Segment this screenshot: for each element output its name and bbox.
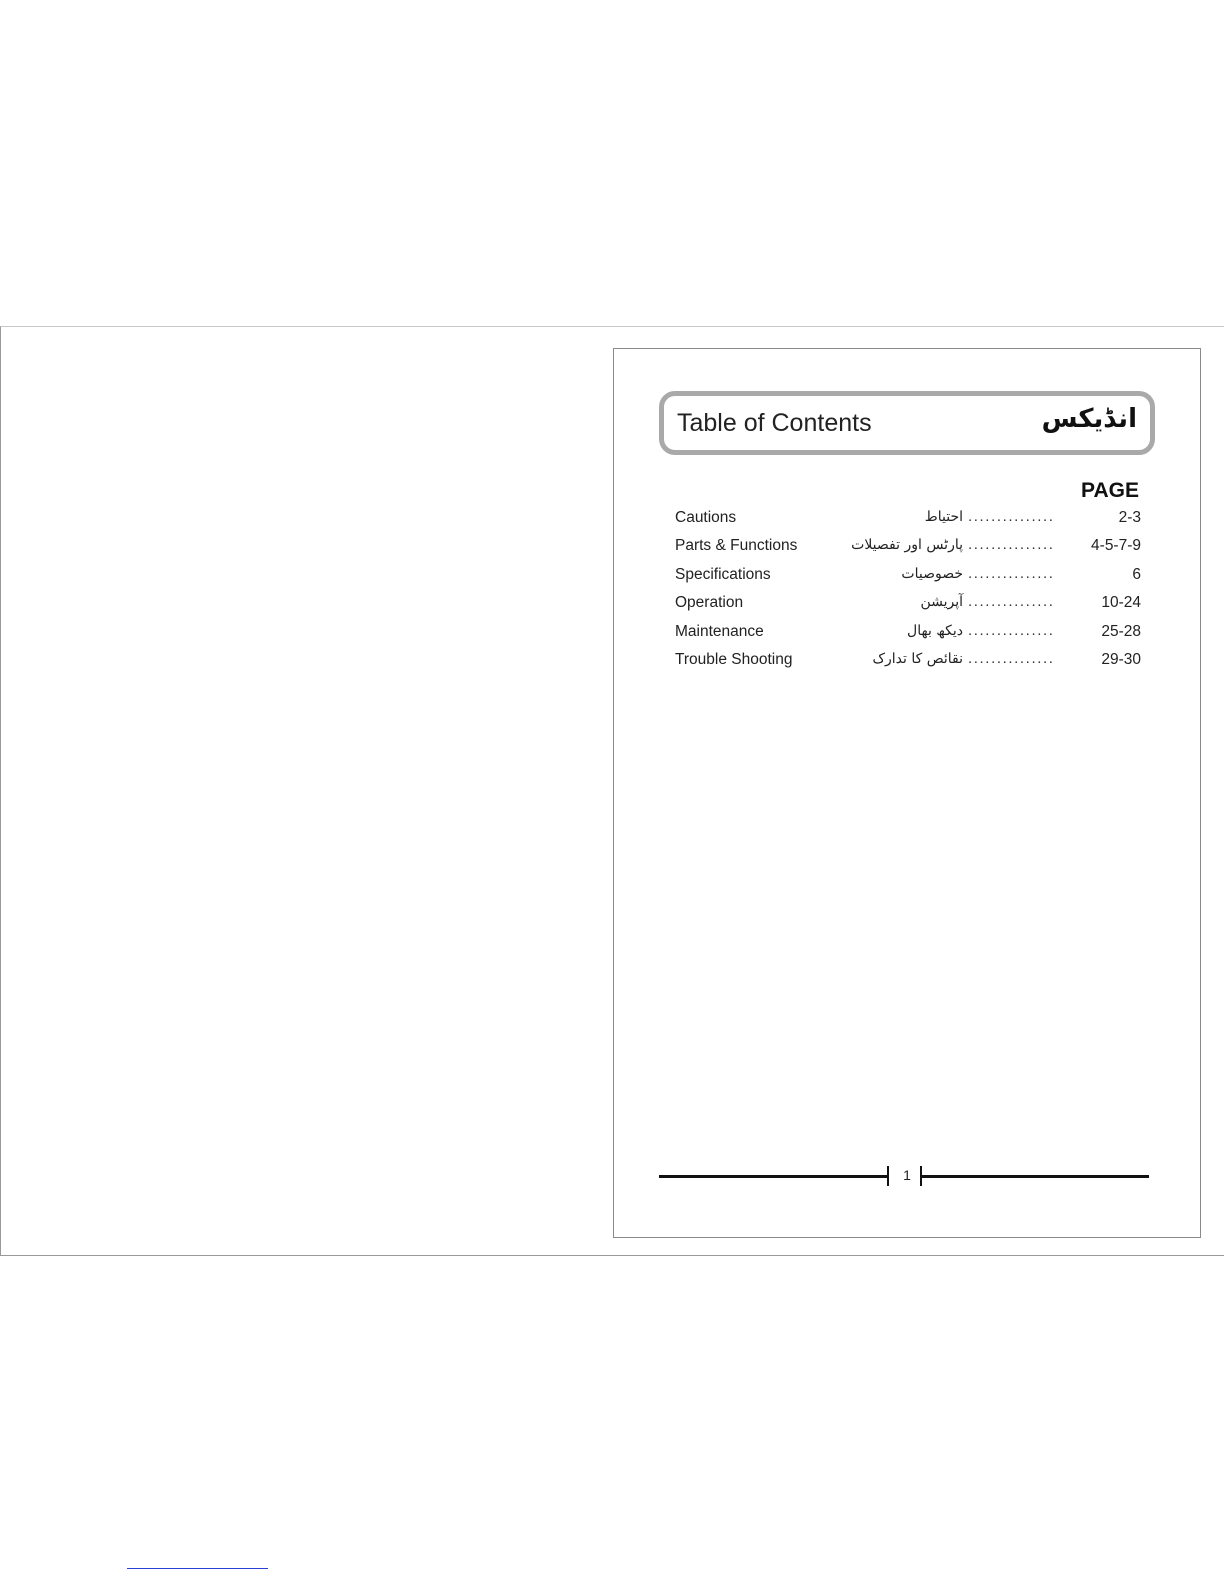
toc-entry-urdu: احتیاط: [924, 509, 963, 525]
toc-entry-english: Maintenance: [675, 622, 764, 640]
toc-row: [675, 651, 1141, 679]
toc-leader-dots: ...............: [968, 536, 1055, 554]
title-box: [659, 391, 1155, 455]
toc-entry-urdu: خصوصیات: [901, 565, 963, 582]
toc-page-number: 10-24: [1101, 594, 1141, 612]
toc-entry-english: Specifications: [675, 565, 771, 583]
title-urdu: انڈیکس: [1041, 404, 1137, 434]
toc-entry-english: Cautions: [675, 509, 737, 526]
toc-leader-dots: ...............: [968, 621, 1055, 639]
toc-leader-dots: ...............: [968, 564, 1055, 582]
toc-row: [675, 623, 1141, 651]
footer-tick-left: [887, 1166, 889, 1186]
footer-rule-right: [921, 1175, 1149, 1178]
toc-row: [675, 594, 1141, 622]
toc-entry-urdu: دیکھ بھال: [907, 622, 963, 639]
toc-entry-urdu: آپریشن: [920, 594, 963, 611]
title-english: Table of Contents: [677, 409, 872, 437]
toc-entry-english: Parts & Functions: [675, 537, 798, 555]
toc-entry-english: Trouble Shooting: [675, 650, 793, 668]
toc-page-number: 4-5-7-9: [1091, 537, 1141, 555]
page-number: 1: [903, 1167, 911, 1183]
toc-leader-dots: ...............: [968, 508, 1055, 525]
toc-leader-dots: ...............: [968, 649, 1055, 667]
page-column-heading: PAGE: [1081, 479, 1139, 502]
link-underline[interactable]: [127, 1568, 268, 1569]
toc-page-number: 6: [1132, 565, 1141, 583]
toc-entry-urdu: نقائص کا تدارک: [872, 650, 963, 667]
toc-page-number: 2-3: [1118, 509, 1141, 526]
toc-row: [675, 566, 1141, 594]
toc-row: [675, 537, 1141, 565]
toc-row: [675, 509, 1141, 537]
footer-rule-left: [659, 1175, 887, 1178]
toc-leader-dots: ...............: [968, 593, 1055, 611]
toc-entry-english: Operation: [675, 594, 744, 612]
toc-list: [675, 509, 1141, 679]
manual-page: [613, 348, 1201, 1238]
toc-entry-urdu: پارٹس اور تفصیلات: [851, 537, 963, 554]
toc-page-number: 25-28: [1101, 622, 1141, 640]
toc-page-number: 29-30: [1101, 650, 1141, 668]
